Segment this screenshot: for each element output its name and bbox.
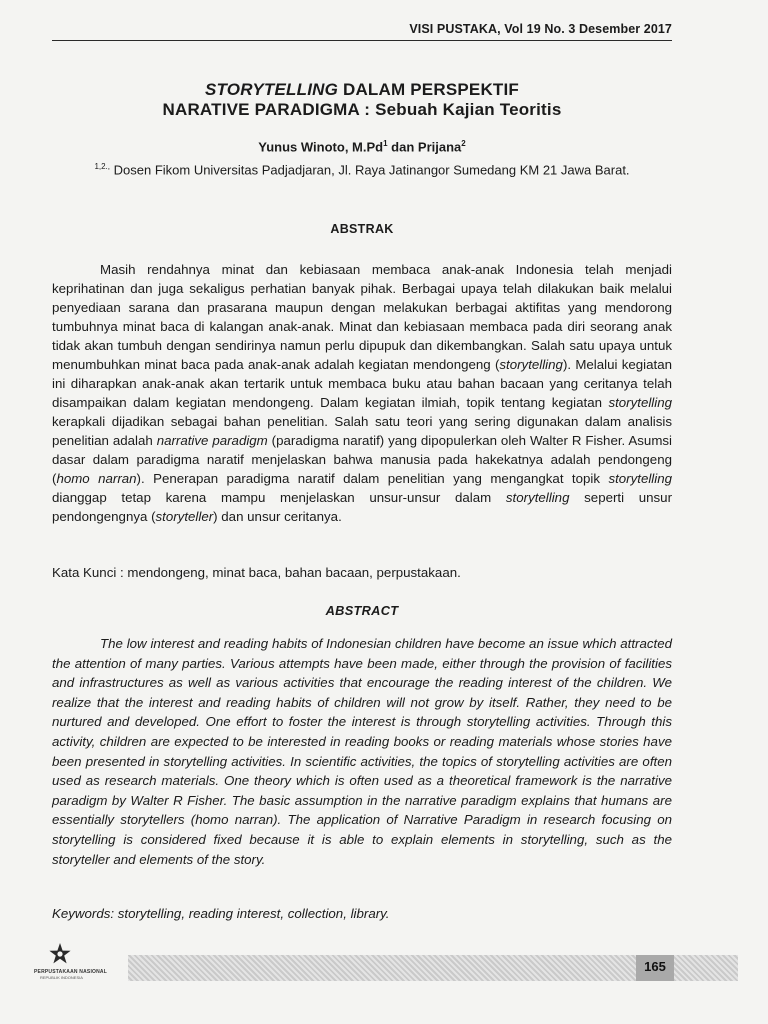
keywords: Keywords: storytelling, reading interest, collection, library. <box>52 906 390 921</box>
abstrak-text-1: Masih rendahnya minat dan kebiasaan membaca anak-anak Indonesia telah menjadi keprihatinan dan juga sekaligus perhatian banyak pihak. Berbagai upaya telah dilakukan baik melalui penyediaan sarana dan prasarana maupun dengan melakukan berbagai aktifitas yang mendorong tumbuhnya minat baca di kalangan anak-anak. Minat dan kebiasaan membaca pada diri seorang anak tidak akan tumbuh dengan sendirinya namun perlu dipupuk dan dikembangkan. Salah satu upaya untuk menumbuhkan minat baca pada anak-anak adalah kegiatan mendongeng ( <box>52 262 672 372</box>
abstrak-paragraph <box>52 260 672 526</box>
abstrak-text-6: dianggap tetap karena mampu menjelaskan unsur-unsur dalam <box>52 490 506 505</box>
author-2-sup: 2 <box>461 139 466 148</box>
title-line-2: NARATIVE PARADIGMA : Sebuah Kajian Teoritis <box>162 100 562 119</box>
abstrak-italic-6: storytelling <box>505 490 570 505</box>
author-1-sup: 1 <box>383 139 388 148</box>
affiliation <box>52 162 672 177</box>
page-number: 165 <box>644 959 666 974</box>
abstrak-text-7: seperti unsur pendongengnya ( <box>52 490 673 524</box>
abstract-paragraph: The low interest and reading habits of Indonesian children have become an issue which attracted the attention of many parties. Various attempts have been made, either through the provision of facilities and infrastructures as well as various activities that encourage the reading interest of the children. We realize that the interest and reading habits of children will not grow by itself. Rather, they need to be nurtured and developed. One effort to foster the interest is through storytelling activities. Through this activity, children are expected to be interested in reading books or reading materials whose stories have been presented in storytelling activities. In scientific activities, the topics of storytelling activities are often used as research materials. One theory which is often used as a theoretical framework is the narrative paradigm by Walter R Fisher. The basic assumption in the narrative paradigm explains that humans are essentially storytellers (homo narran). The application of Narrative Paradigm in research focusing on storytelling is considered fixed because it is able to explain elements in storytelling, such as the storyteller and elements of the story. <box>52 636 672 867</box>
abstrak-italic-3: narrative paradigm <box>156 433 268 448</box>
abstrak-text-2: ). Melalui kegiatan ini diharapkan anak-anak akan tertarik untuk membaca buku atau bahan bacaan yang ceritanya telah disampaikan dalam kegiatan mendongeng. Dalam kegiatan ilmiah, topik tentang kegiatan <box>52 357 672 410</box>
author-connector: dan <box>387 139 418 155</box>
abstrak-text-8: ) dan unsur ceritanya. <box>213 509 342 524</box>
abstrak-italic-1: storytelling <box>499 357 563 372</box>
title-line-1-rest: DALAM PERSPEKTIF <box>338 80 520 99</box>
abstrak-text-3: kerapkali dijadikan sebagai bahan penelitian. Salah satu teori yang sering digunakan dalam analisis penelitian adalah <box>52 414 672 448</box>
star-logo-icon <box>48 942 72 966</box>
abstrak-italic-7: storyteller <box>155 509 214 524</box>
abstrak-italic-2: storytelling <box>608 395 672 410</box>
kata-kunci: Kata Kunci : mendongeng, minat baca, bahan bacaan, perpustakaan. <box>52 565 461 580</box>
affiliation-text: Dosen Fikom Universitas Padjadjaran, Jl. Raya Jatinangor Sumedang KM 21 Jawa Barat. <box>110 162 630 178</box>
author-1: Yunus Winoto, M.Pd <box>258 139 384 155</box>
abstrak-italic-5: storytelling <box>608 471 672 486</box>
abstrak-text-4: (paradigma naratif) yang dipopulerkan oleh Walter R Fisher. Asumsi dasar dalam paradigma naratif menjelaskan bahwa manusia pada hakekatnya adalah pendongeng ( <box>52 433 672 486</box>
abstrak-italic-4: homo narran <box>56 471 137 486</box>
logo-name: PERPUSTAKAAN NASIONAL <box>34 969 107 975</box>
header-divider <box>52 40 672 41</box>
abstrak-heading: ABSTRAK <box>330 222 394 236</box>
logo-subtitle: REPUBLIK INDONESIA <box>40 975 83 980</box>
author-line <box>52 139 672 154</box>
journal-reference: VISI PUSTAKA, Vol 19 No. 3 Desember 2017 <box>409 22 672 36</box>
abstrak-text-5: ). Penerapan paradigma naratif dalam penelitian yang mengangkat topik <box>136 471 609 486</box>
author-2: Prijana <box>417 139 462 155</box>
affiliation-sup: 1,2., <box>94 162 111 171</box>
abstract-heading: ABSTRACT <box>325 603 399 618</box>
title-italic-term: STORYTELLING <box>204 80 339 99</box>
title-line-1 <box>52 80 672 100</box>
